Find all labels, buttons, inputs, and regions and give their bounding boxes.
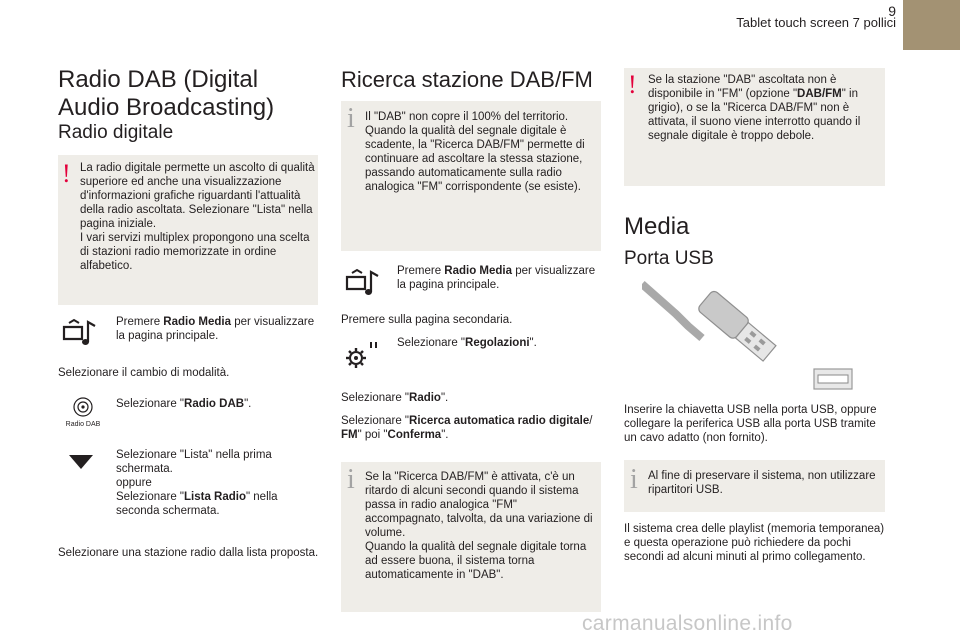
- info-box-usb: [624, 460, 885, 512]
- usb-illustration: [642, 280, 864, 396]
- page-header: Tablet touch screen 7 pollici: [736, 15, 896, 30]
- warning-icon: !: [628, 70, 637, 99]
- info-text-usb: Al fine di preservare il sistema, non utilizzare ripartitori USB.: [648, 470, 876, 496]
- warning-icon: !: [62, 159, 71, 188]
- col2-step-ricerca-automatica: Selezionare "Ricerca automatica radio digitale/ FM" poi "Conferma".: [341, 415, 593, 441]
- triangle-down-icon: [69, 455, 93, 469]
- warning-text-dab-fm: Se la stazione "DAB" ascoltata non è disponibile in "FM" (opzione "DAB/FM" in grigio), o se la "Ricerca DAB/FM" non è attivata, il suono viene interrotto quando il segnale digitale è troppo debole.: [648, 74, 861, 142]
- radio-dab-icon-label: Radio DAB: [65, 421, 101, 428]
- subtitle-porta-usb: Porta USB: [624, 248, 714, 269]
- info-text-dab-coverage: Il "DAB" non copre il 100% del territorio. Quando la qualità del segnale digitale è scadente, la "Ricerca DAB/FM" permette di continuare ad ascoltare la stessa stazione, passando automaticamente sulla radio analogica "FM" corrispondente (se esiste).: [365, 111, 585, 193]
- title-ricerca-stazione: Ricerca stazione DAB/FM: [341, 67, 593, 92]
- col2-step-radio: Selezionare "Radio".: [341, 392, 449, 404]
- col2-step-radio-media: Premere Radio Media per visualizzare la pagina principale.: [397, 265, 596, 291]
- info-icon: i: [347, 464, 355, 495]
- info-box-dab-coverage: [341, 101, 601, 251]
- select-station-text: Selezionare una stazione radio dalla lista proposta.: [58, 547, 319, 559]
- col1-step-radio-media: Premere Radio Media per visualizzare la pagina principale.: [116, 316, 315, 342]
- warning-box-dab-fm: [624, 68, 885, 186]
- info-icon: i: [630, 464, 638, 495]
- radio-media-icon: [343, 268, 383, 298]
- title-media: Media: [624, 213, 690, 240]
- gear-icon: [343, 338, 383, 370]
- secondary-page-text: Premere sulla pagina secondaria.: [341, 314, 513, 326]
- watermark: carmanualsonline.info: [582, 612, 793, 635]
- mode-change-text: Selezionare il cambio di modalità.: [58, 367, 230, 379]
- radio-media-icon: [60, 318, 100, 348]
- info-box-dab-fm-switch: [341, 462, 601, 612]
- page-number: 9: [888, 3, 896, 19]
- usb-instructions: Inserire la chiavetta USB nella porta USB, oppure collegare la periferica USB alla porta USB tramite un cavo adatto (non fornito).: [624, 404, 877, 444]
- title-radio-dab: Radio DAB (Digital Audio Broadcasting): [58, 66, 275, 121]
- info-text-dab-fm-switch: Se la "Ricerca DAB/FM" è attivata, c'è un ritardo di alcuni secondi quando il sistema passa in radio analogica "FM" accompagnato, talvolta, da una variazione di volume. Quando la qualità del segnale digitale torna ad essere buona, il sistema torna automaticamente in "DAB".: [365, 471, 593, 581]
- page-corner-tab: [903, 0, 960, 50]
- playlist-text: Il sistema crea delle playlist (memoria temporanea) e questa operazione può richiedere da pochi secondi ad alcuni minuti al primo collegamento.: [624, 523, 885, 563]
- warning-text: La radio digitale permette un ascolto di qualità superiore ed anche una visualizzazione d'informazioni grafiche riguardanti l'attualità della radio ascoltata. Selezionare "Lista" nella pagina iniziale. I vari servizi multiplex propongono una scelta di stazioni radio memorizzate in ordine alfabetico.: [80, 162, 315, 272]
- subtitle-radio-digitale: Radio digitale: [58, 122, 174, 143]
- warning-box-radio-digitale: [58, 155, 318, 305]
- col1-step-lista: Selezionare "Lista" nella prima schermata. oppure Selezionare "Lista Radio" nella seconda schermata.: [116, 449, 278, 517]
- radio-dab-icon: [62, 395, 104, 428]
- info-icon: i: [347, 103, 355, 134]
- col2-step-regolazioni: Selezionare "Regolazioni".: [397, 337, 537, 349]
- col1-step-radio-dab: Selezionare "Radio DAB".: [116, 398, 252, 410]
